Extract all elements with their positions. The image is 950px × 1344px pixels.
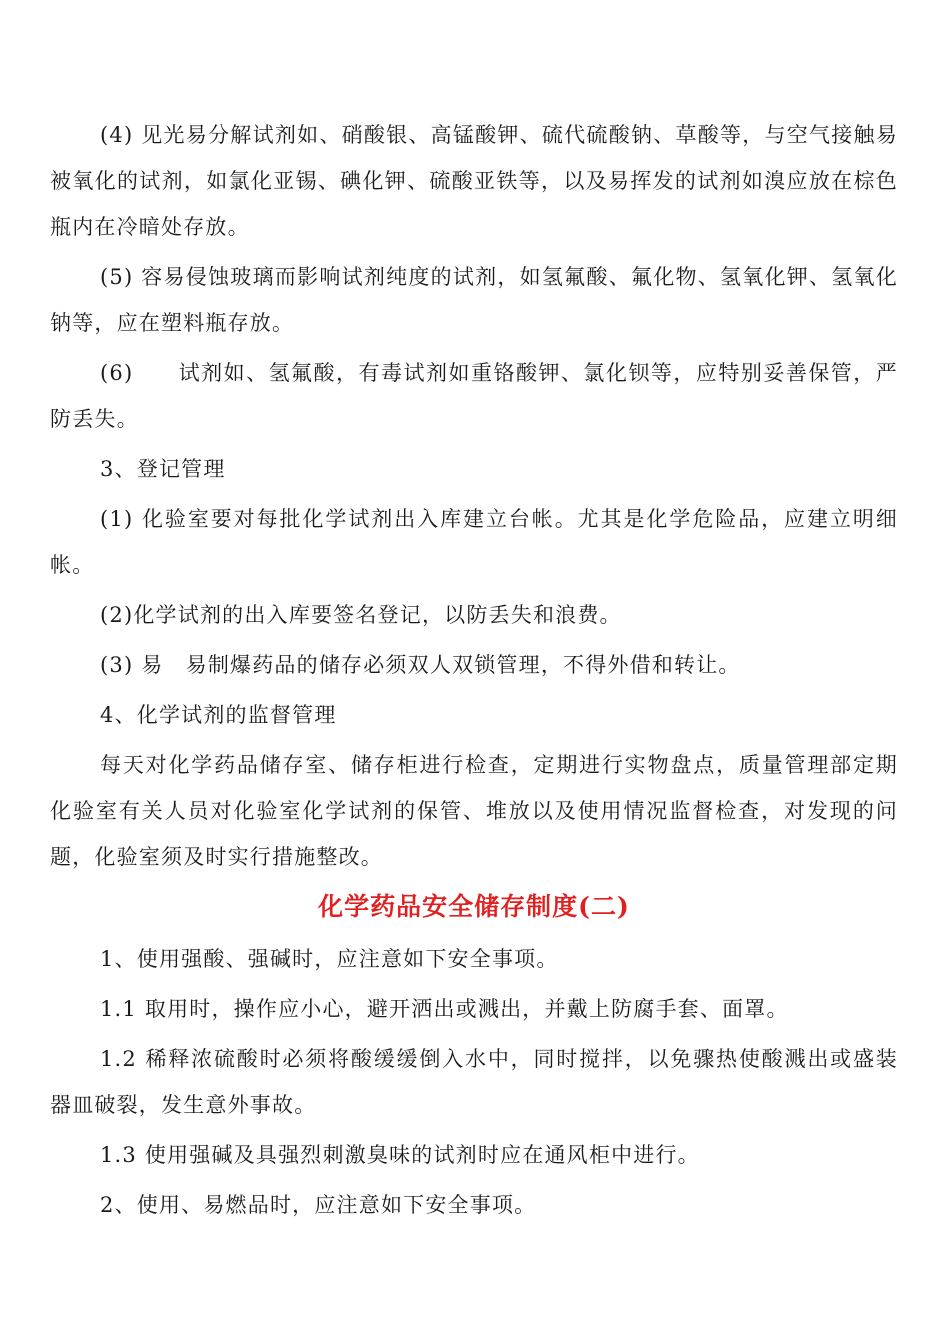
paragraph-glass-corroding-reagents: (5) 容易侵蚀玻璃而影响试剂纯度的试剂，如氢氟酸、氟化物、氢氧化钾、氢氧化钠等，应在塑料瓶存放。 [50, 265, 898, 335]
paragraph-light-sensitive-reagents: (4) 见光易分解试剂如、硝酸银、高锰酸钾、硫代硫酸钠、草酸等，与空气接触易被氧化的试剂，如氯化亚锡、碘化钾、硫酸亚铁等，以及易挥发的试剂如溴应放在棕色瓶内在冷暗处存放。 [50, 123, 898, 239]
paragraph-registration-ledger: (1) 化验室要对每批化学试剂出入库建立台帐。尤其是化学危险品，应建立明细帐。 [50, 507, 898, 577]
item-1-2-dilution: 1.2 稀释浓硫酸时必须将酸缓缓倒入水中，同时搅拌，以免骤热使酸溅出或盛装器皿破裂，发生意外事故。 [50, 1047, 898, 1117]
item-strong-acid-base: 1、使用强酸、强碱时，应注意如下安全事项。 [100, 947, 559, 971]
paragraph-registration-sign: (2)化学试剂的出入库要签名登记，以防丢失和浪费。 [100, 603, 622, 627]
section-heading-supervision: 4、化学试剂的监督管理 [100, 703, 337, 727]
paragraph-supervision: 每天对化学药品储存室、储存柜进行检查，定期进行实物盘点，质量管理部定期 化验室有关人员对化验室化学试剂的保管、堆放以及使用情况监督检查，对发现的问题，化验室须及时实行措施整改。 [50, 753, 921, 869]
item-1-1-handling: 1.1 取用时，操作应小心，避开洒出或溅出，并戴上防腐手套、面罩。 [100, 997, 789, 1021]
item-1-3-fume-hood: 1.3 使用强碱及具强烈刺激臭味的试剂时应在通风柜中进行。 [100, 1143, 700, 1167]
paragraph-registration-double-lock: (3) 易 易制爆药品的储存必须双人双锁管理，不得外借和转让。 [100, 653, 741, 677]
section-heading-registration: 3、登记管理 [100, 457, 226, 481]
item-flammables: 2、使用、易燃品时，应注意如下安全事项。 [100, 1193, 537, 1217]
paragraph-toxic-reagents: (6) 试剂如、氢氟酸，有毒试剂如重铬酸钾、氯化钡等，应特别妥善保管，严防丢失。 [50, 361, 898, 431]
document-title-part-two: 化学药品安全储存制度(二) [318, 892, 630, 921]
document-page [50, 112, 921, 1232]
